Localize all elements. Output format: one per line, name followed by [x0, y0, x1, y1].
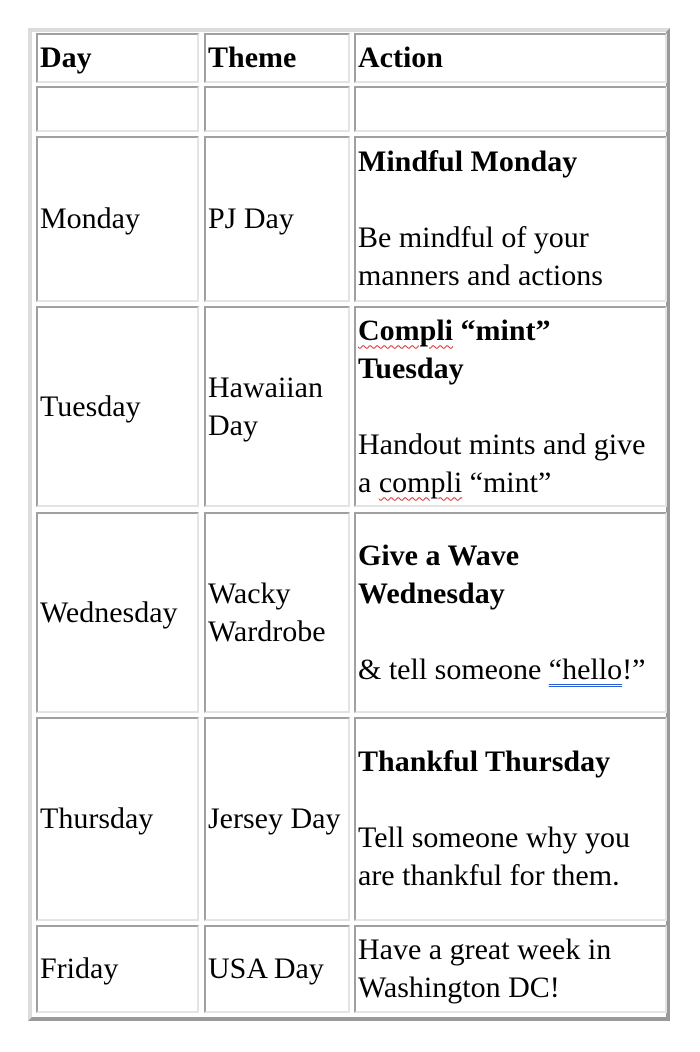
action-text: Be mindful of your manners and actions [358, 221, 603, 292]
action-title: Compli “mint” Tuesday [358, 313, 551, 385]
action-cell-monday [354, 136, 667, 302]
action-title: Give a Wave Wednesday [358, 538, 520, 610]
action-title: Mindful Monday [358, 145, 578, 178]
action-title: Thankful Thursday [358, 745, 611, 778]
theme-cell-monday: PJ Day [204, 136, 350, 302]
grammar-check-word[interactable]: “hello [548, 652, 623, 686]
spellcheck-word[interactable]: compli [378, 465, 463, 499]
day-cell-monday: Monday [36, 136, 199, 302]
action-text: & tell someone “hello!” [358, 652, 646, 686]
empty-cell [354, 86, 667, 132]
header-day: Day [36, 33, 199, 83]
action-cell-wednesday [354, 512, 667, 713]
day-cell-tuesday: Tuesday [36, 306, 199, 507]
action-cell-thursday [354, 717, 667, 921]
action-cell-friday [354, 925, 667, 1013]
action-text: Tell someone why you are thankful for them. [358, 821, 631, 892]
theme-cell-tuesday: Hawaiian Day [204, 306, 350, 507]
spellcheck-word[interactable]: Compli [358, 313, 454, 347]
empty-cell [36, 86, 199, 132]
day-cell-wednesday: Wednesday [36, 512, 199, 713]
day-cell-friday: Friday [36, 925, 199, 1013]
empty-cell [204, 86, 350, 132]
action-text: Have a great week in Washington DC! [358, 933, 612, 1004]
action-text: Handout mints and give a compli “mint” [358, 427, 646, 499]
day-cell-thursday: Thursday [36, 717, 199, 921]
action-cell-tuesday [354, 306, 667, 507]
theme-cell-wednesday: Wacky Wardrobe [204, 512, 350, 713]
theme-cell-thursday: Jersey Day [204, 717, 350, 921]
theme-cell-friday: USA Day [204, 925, 350, 1013]
header-theme: Theme [204, 33, 350, 83]
header-action: Action [354, 33, 667, 83]
